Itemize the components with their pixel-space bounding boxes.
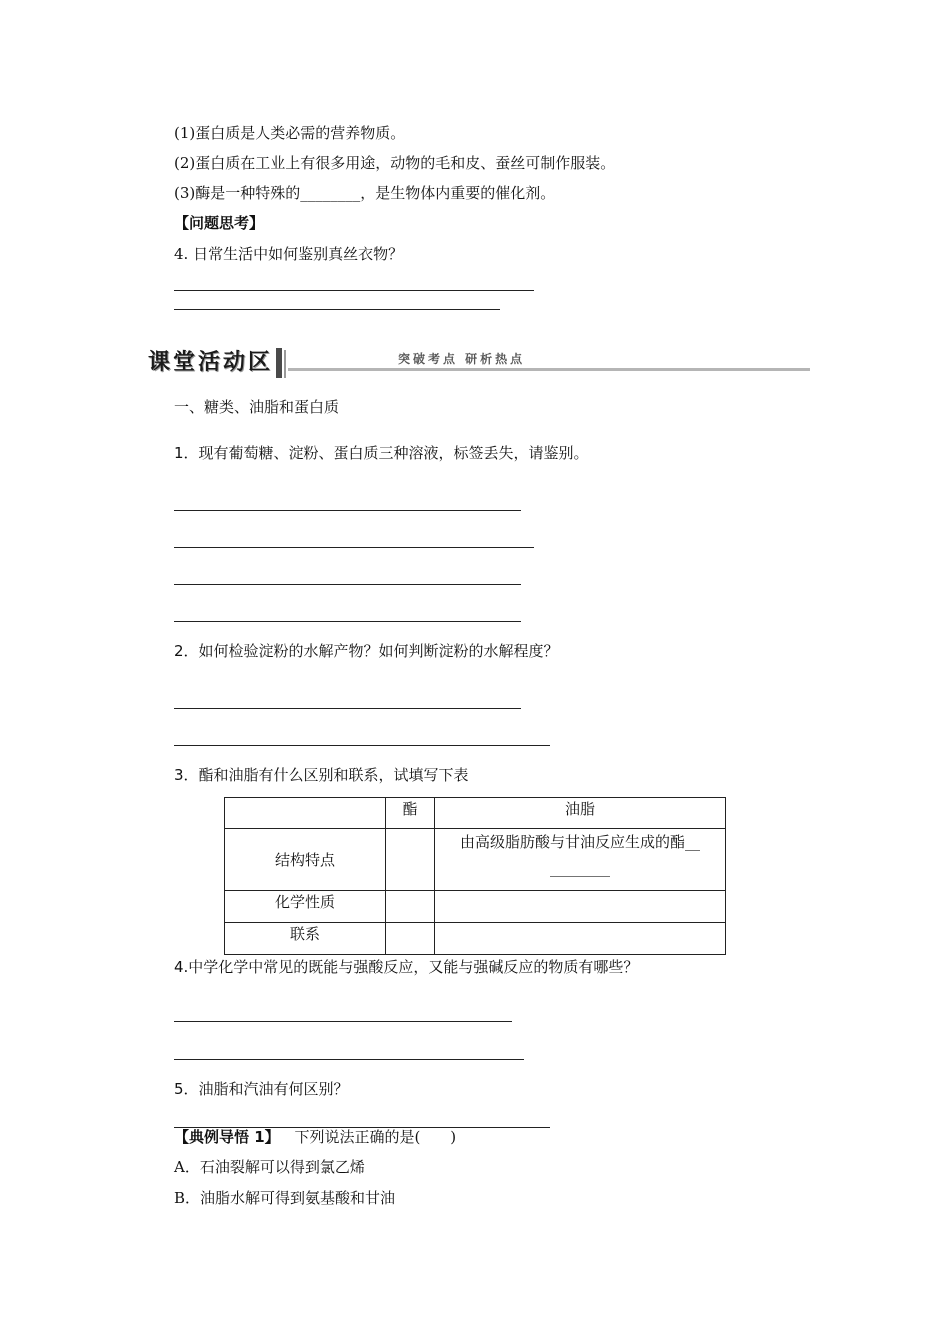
- table-row-label: 联系: [225, 923, 386, 955]
- table-cell-text: 由高级脂肪酸与甘油反应生成的酯__: [459, 833, 700, 851]
- table-cell: [435, 891, 726, 923]
- answer-line: [174, 621, 521, 622]
- table-row: [225, 891, 726, 923]
- table-cell: [386, 891, 435, 923]
- intro-line-3: (3)酶是一种特殊的________，是生物体内重要的催化剂。: [174, 184, 556, 202]
- answer-line: [174, 745, 550, 746]
- question-think-question: 4. 日常生活中如何鉴别真丝衣物？: [174, 245, 404, 263]
- table-header-cell: [225, 798, 386, 829]
- table-cell-blank: ________: [550, 859, 610, 877]
- comparison-table: [224, 797, 726, 955]
- answer-line: [174, 547, 534, 548]
- banner-rule: [288, 368, 810, 371]
- example-question: [174, 1126, 456, 1148]
- table-row: [225, 923, 726, 955]
- answer-line: [174, 309, 500, 310]
- answer-line: [174, 510, 521, 511]
- example-heading: 【典例导悟 1】: [174, 1128, 280, 1146]
- table-header-cell: 油脂: [435, 798, 726, 829]
- banner-subtitle: 突破考点 研析热点: [398, 352, 526, 366]
- table-row-label: 化学性质: [225, 891, 386, 923]
- answer-line: [174, 1059, 524, 1060]
- option-b: B．油脂水解可得到氨基酸和甘油: [174, 1189, 396, 1207]
- intro-line-2: (2)蛋白质在工业上有很多用途，动物的毛和皮、蚕丝可制作服装。: [174, 154, 616, 172]
- table-cell: [435, 923, 726, 955]
- answer-line: [174, 290, 534, 291]
- question-3: 3．酯和油脂有什么区别和联系，试填写下表: [174, 766, 469, 784]
- table-row-label: 结构特点: [225, 829, 386, 891]
- table-cell: [386, 829, 435, 891]
- answer-line: [174, 584, 521, 585]
- option-a: A．石油裂解可以得到氯乙烯: [174, 1158, 365, 1176]
- answer-line: [174, 708, 521, 709]
- table-cell: [386, 923, 435, 955]
- table-header-row: [225, 798, 726, 829]
- banner-divider: [276, 348, 282, 378]
- answer-line: [174, 1021, 512, 1022]
- question-4: 4.中学化学中常见的既能与强酸反应，又能与强碱反应的物质有哪些？: [174, 958, 639, 976]
- question-1: 1．现有葡萄糖、淀粉、蛋白质三种溶液，标签丢失，请鉴别。: [174, 444, 589, 462]
- question-5: 5．油脂和汽油有何区别？: [174, 1080, 349, 1098]
- table-cell: [435, 829, 726, 891]
- banner-divider: [284, 350, 286, 378]
- banner-title: 课堂活动区: [148, 350, 274, 375]
- question-2: 2．如何检验淀粉的水解产物？如何判断淀粉的水解程度？: [174, 642, 559, 660]
- example-stem: 下列说法正确的是( ): [294, 1128, 457, 1146]
- table-header-cell: 酯: [386, 798, 435, 829]
- intro-line-1: (1)蛋白质是人类必需的营养物质。: [174, 124, 406, 142]
- section-banner: [142, 346, 812, 382]
- question-think-heading: 【问题思考】: [174, 214, 265, 232]
- table-row: [225, 829, 726, 891]
- section-heading: 一、糖类、油脂和蛋白质: [174, 398, 340, 416]
